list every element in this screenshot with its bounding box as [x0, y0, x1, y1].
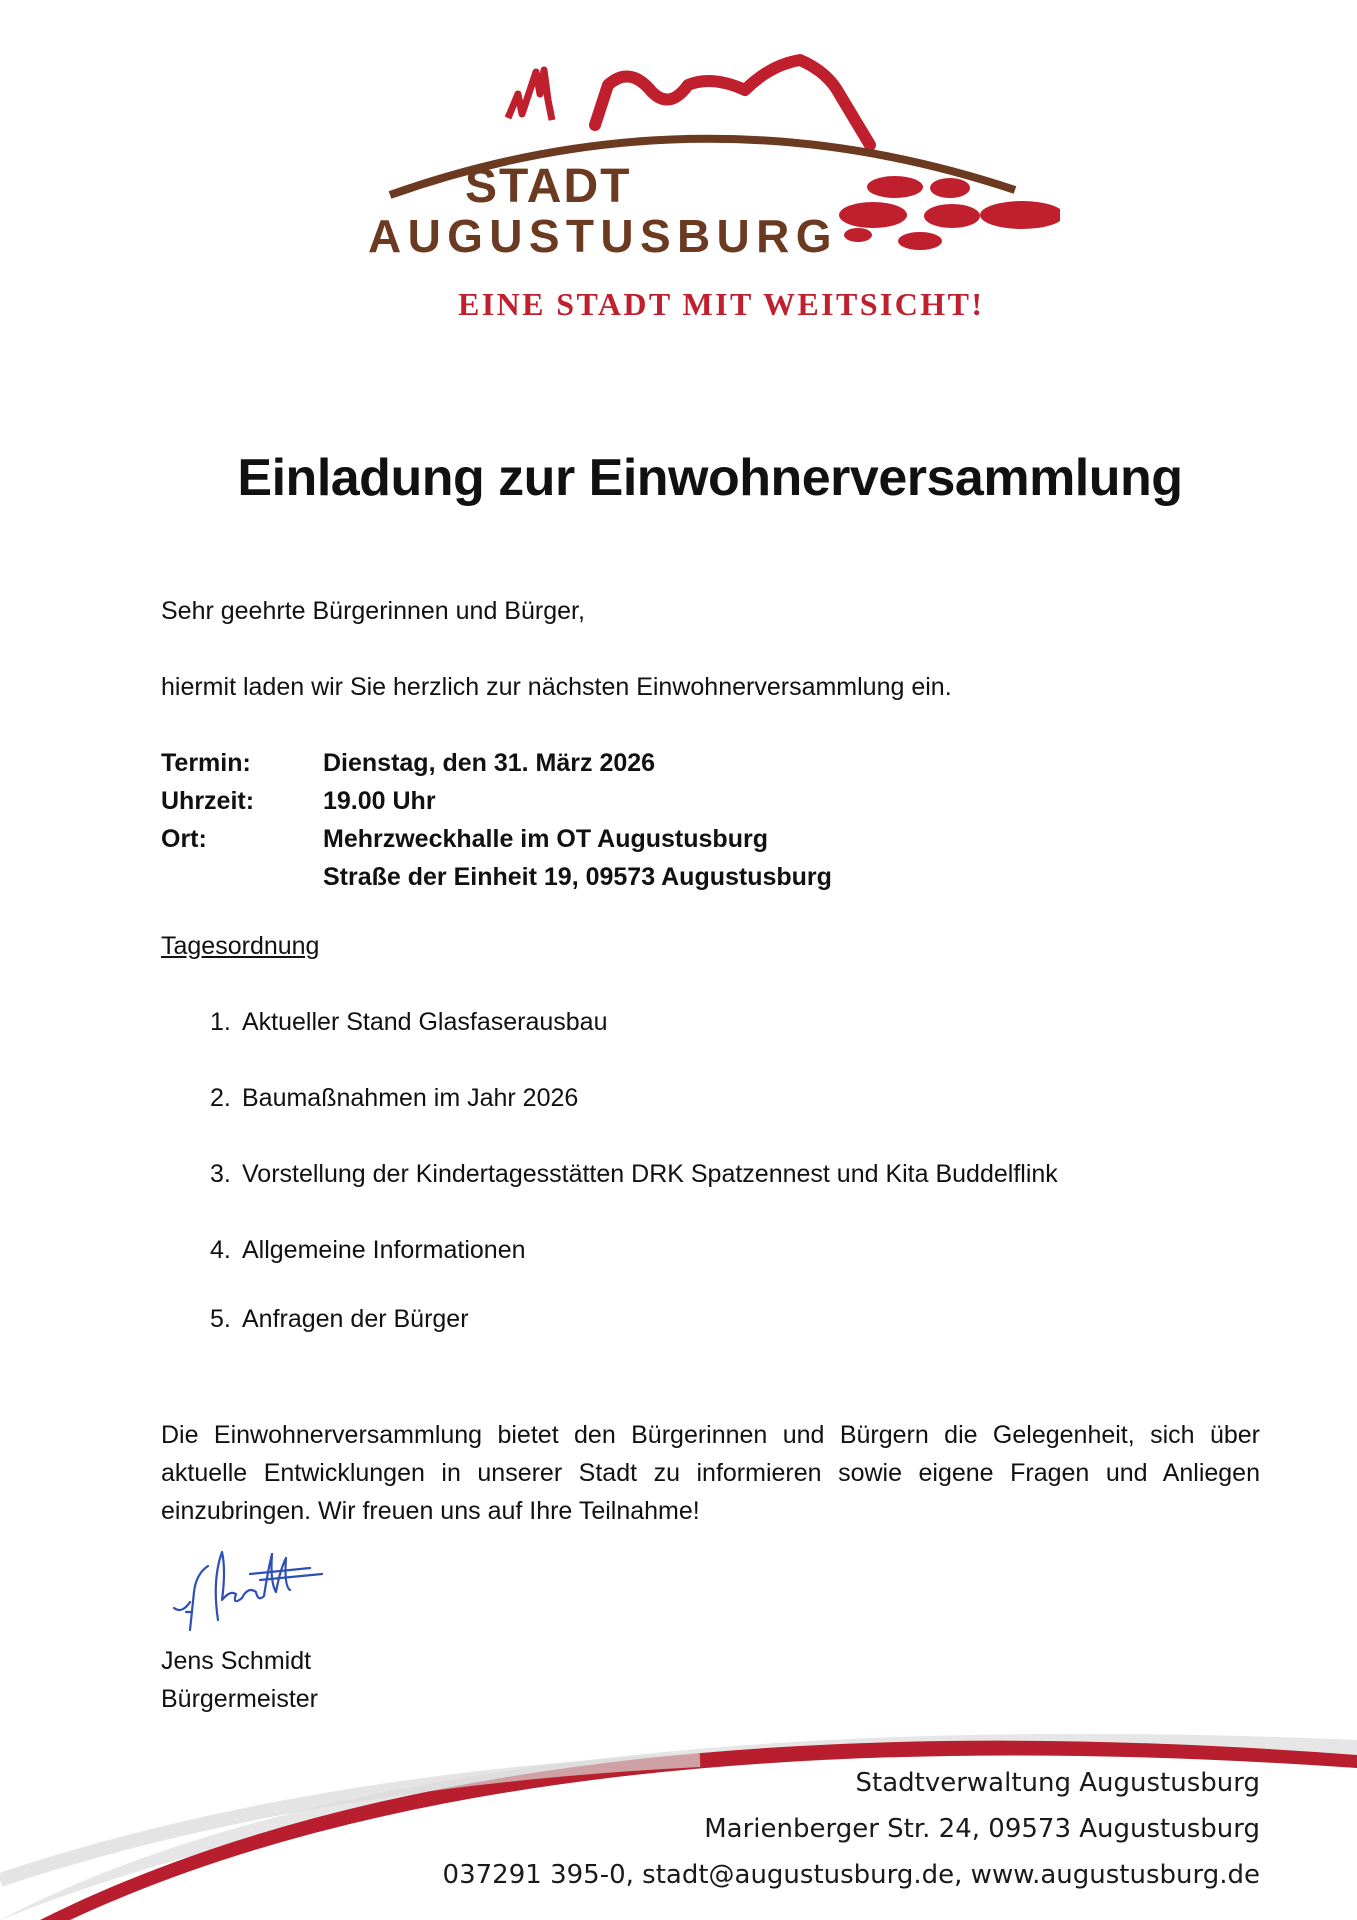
uhrzeit-value: 19.00 Uhr — [323, 787, 436, 815]
detail-row-termin — [161, 744, 832, 782]
city-logo — [340, 30, 1060, 340]
greeting: Sehr geehrte Bürgerinnen und Bürger, — [161, 597, 585, 625]
agenda-item — [210, 1008, 608, 1037]
agenda-item-number: 4. — [210, 1236, 231, 1264]
agenda-item-number: 2. — [210, 1084, 231, 1112]
closing-paragraph: Die Einwohnerversammlung bietet den Bürgerinnen und Bürgern die Gelegenheit, sich über aktuelle Entwicklungen in unserer Stadt zu informieren sowie eigene Fragen und Anliegen einzubringen. Wir freuen uns auf Ihre Teilnahme! — [161, 1421, 1260, 1525]
agenda-item-number: 3. — [210, 1160, 231, 1188]
agenda-item — [210, 1084, 578, 1113]
footer-address: Marienberger Str. 24, 09573 Augustusburg — [704, 1814, 1260, 1844]
ort-value-line1: Mehrzweckhalle im OT Augustusburg — [323, 825, 768, 853]
termin-label: Termin: — [161, 749, 251, 777]
agenda-item — [210, 1305, 469, 1334]
agenda-item — [210, 1236, 526, 1265]
detail-row-ort — [161, 820, 832, 858]
signer-role: Bürgermeister — [161, 1685, 318, 1713]
uhrzeit-label: Uhrzeit: — [161, 787, 255, 815]
termin-value: Dienstag, den 31. März 2026 — [323, 749, 656, 777]
footer-contact-line: 037291 395-0, stadt@augustusburg.de, www.augustusburg.de — [442, 1860, 1260, 1890]
intro-text: hiermit laden wir Sie herzlich zur nächsten Einwohnerversammlung ein. — [161, 673, 952, 701]
logo-line1: STADT — [465, 160, 632, 213]
agenda-item-number: 5. — [210, 1305, 231, 1333]
signer-name: Jens Schmidt — [161, 1647, 312, 1675]
agenda-heading: Tagesordnung — [161, 932, 320, 960]
stones-decoration — [839, 176, 1060, 250]
detail-row-uhrzeit — [161, 782, 832, 820]
agenda-item-text: Anfragen der Bürger — [242, 1305, 469, 1333]
mountain-icon — [595, 60, 870, 145]
ort-label: Ort: — [161, 825, 207, 853]
agenda-item-text: Baumaßnahmen im Jahr 2026 — [242, 1084, 579, 1112]
detail-row-ort-address — [161, 858, 832, 896]
footer-org: Stadtverwaltung Augustusburg — [855, 1768, 1260, 1798]
agenda-item-text: Aktueller Stand Glasfaserausbau — [242, 1008, 608, 1036]
page-title: Einladung zur Einwohnerversammlung — [237, 449, 1183, 507]
event-details — [161, 744, 832, 896]
ort-value-line2: Straße der Einheit 19, 09573 Augustusburg — [323, 863, 832, 891]
footer-contact — [443, 1760, 1260, 1898]
logo-line2: AUGUSTUSBURG — [368, 210, 833, 262]
agenda-item — [210, 1160, 1058, 1189]
agenda-item-text: Vorstellung der Kindertagesstätten DRK Spatzennest und Kita Buddelflink — [242, 1160, 1058, 1188]
agenda-item-text: Allgemeine Informationen — [242, 1236, 526, 1264]
signature-image — [160, 1530, 340, 1640]
logo-slogan: EINE STADT MIT WEITSICHT! — [458, 286, 983, 322]
agenda-item-number: 1. — [210, 1008, 231, 1036]
